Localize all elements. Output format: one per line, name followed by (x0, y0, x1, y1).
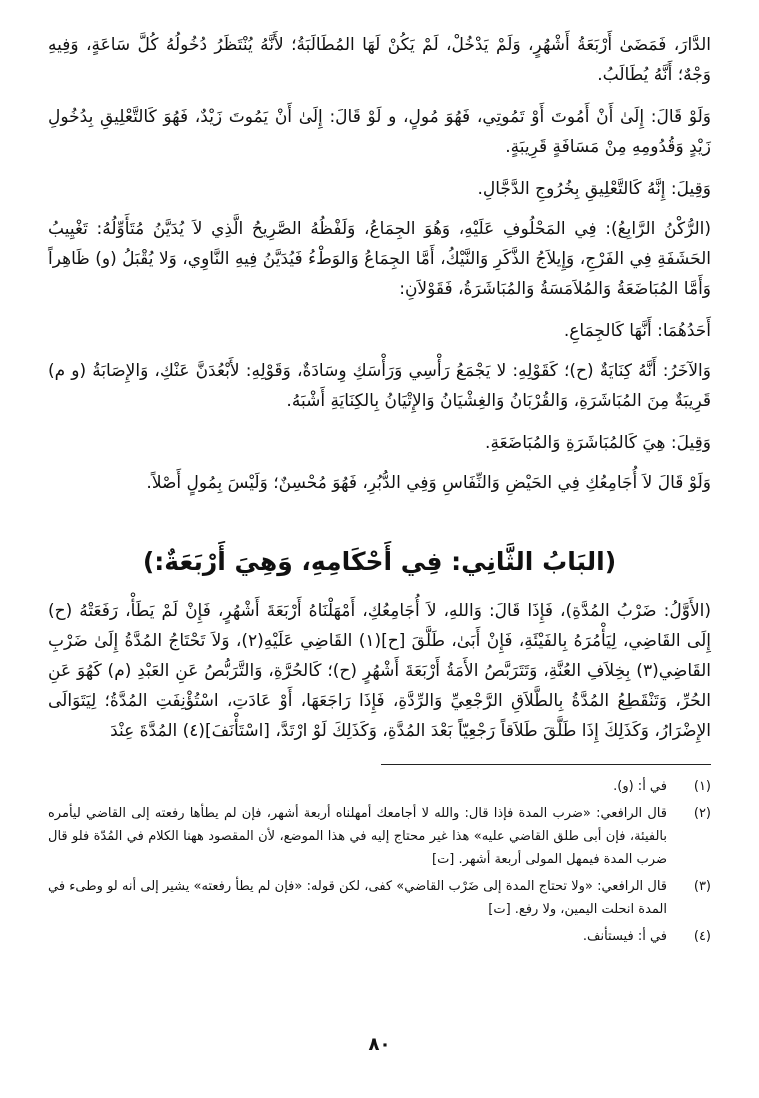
footnote-number: (٤) (693, 929, 711, 944)
footnotes-list (48, 775, 711, 948)
footnote-text: في أ: (و). (613, 779, 667, 794)
footnote-item (48, 775, 711, 798)
paragraph-fourth-pillar: (الرُّكْنُ الرَّابِعُ): فِي المَحْلُوفِ عَلَيْهِ، وَهُوَ الجِمَاعُ، وَلَفْظُهُ الصَّرِيحُ الَّذِي لاَ يُدَيَّنُ مُتَأَوِّلُهُ: تَغْيِيبُ الحَشَفَةِ فِي الفَرْجِ، وَإِيلاَجُ الذَّكَرِ وَالنَّيْكُ، أَمَّا الجِمَاعُ وَالوَطْءُ فَيُدَيَّنُ فِيهِ النَّاوِي، وَلا يُقْبَلُ (و) ظَاهِراً وَأَمَّا المُبَاضَعَةُ وَالمُلاَمَسَةُ وَالمُبَاشَرَةُ، فَقَوْلاَنِ: (48, 219, 711, 299)
paragraph-alternate-view: وَقِيلَ: هِيَ كَالمُبَاشَرَةِ وَالمُبَاضَعَةِ. (485, 433, 711, 453)
footnote-number: (٣) (693, 879, 711, 894)
paragraph-oath-entry: الدَّارَ، فَمَضَىٰ أَرْبَعَةُ أَشْهُرٍ، وَلَمْ يَدْخُلْ، لَمْ يَكُنْ لَهَا المُطَالَبَةُ؛ لأَنَّهُ يُنْتَظَرُ دُخُولُهُ كُلَّ سَاعَةٍ، وَفِيهِ وَجْهٌ؛ أَنَّهُ يُطَالَبُ. (48, 35, 711, 85)
paragraph-menstruation: وَلَوْ قَالَ لاَ أُجَامِعُكِ فِي الحَيْضِ وَالنِّفَاسِ وَفِي الدُّبُرِ، فَهُوَ مُحْسِنٌ؛ وَلَيْسَ بِمُولٍ أَصْلاً. (146, 473, 711, 493)
footnote-text: في أ: فيستأنف. (582, 929, 667, 944)
paragraph-death-condition: وَلَوْ قَالَ: إِلَىٰ أَنْ أَمُوتَ أَوْ تَمُوتِي، فَهُوَ مُولٍ، و لَوْ قَالَ: إِلَىٰ أَنْ يَمُوتَ زَيْدٌ، فَهُوَ كَالتَّعْلِيقِ بِدُخُولِ زَيْدٍ وَقُدُومِهِ مِنْ مَسَافَةٍ قَرِيبَةٍ. (48, 107, 711, 157)
paragraph-second-view: وَالآخَرُ: أَنَّهُ كِنَايَةٌ (ح)؛ كَقَوْلِهِ: لا يَجْمَعُ رَأْسِي وَرَأْسَكِ وِسَادَةٌ، وَقَوْلِهِ: لأَبْعُدَنَّ عَنْكِ، وَالإِصَابَةُ (و م) قَرِيبَةٌ مِنَ المُبَاشَرَةِ، وَالقُرْبَانُ وَالغِشْيَانُ وَالإِتْيَانُ بِالكِنَايَةِ أَشْبَهُ. (48, 361, 711, 411)
paragraph-first-view: أَحَدُهُمَا: أَنَّهَا كَالجِمَاعِ. (563, 321, 711, 341)
footnote-number: (١) (693, 779, 711, 794)
footnote-item (48, 875, 711, 921)
footnote-item (48, 802, 711, 871)
paragraph-setting-period: (الأَوَّلُ: ضَرْبُ المُدَّةِ)، فَإِذَا قَالَ: وَاللهِ، لاَ أُجَامِعُكِ، أَمْهَلْنَاهُ أَرْبَعَةَ أَشْهُرٍ، فَإِنْ لَمْ يَطَأْ، رَفَعَتْهُ (ح) إِلَى القَاضِي، لِيَأْمُرَهُ بِالفَيْئَةِ، فَإِنْ أَبَىٰ، طَلَّقَ [ح](١) القَاضِي عَلَيْهِ(٢)، وَلاَ تَحْتَاجُ المُدَّةُ إِلَىٰ ضَرْبِ القَاضِي(٣) بِخِلاَفِ العُنَّةِ، وَتَتَرَبَّصُ الأَمَةُ أَرْبَعَةَ أَشْهُرٍ (ح)؛ كَالحُرَّةِ، وَالتَّرَبُّصُ عَنِ العَبْدِ (م) كَهُوَ عَنِ الحُرِّ، وَتَنْقَطِعُ المُدَّةُ بِالطَّلاَقِ الرَّجْعِيِّ وَالرِّدَّةِ، فَإِذَا رَاجَعَهَا، أَوْ عَادَتِ، اسْتُؤْنِفَتِ المُدَّةُ؛ لِيَتَوَالَى الإِضْرَارُ، وَكَذَلِكَ إِذَا طَلَّقَ طَلاَقاً رَجْعِيّاً بَعْدَ المُدَّةِ، وَكَذَلِكَ لَوْ ارْتَدَّ، [اسْتَأْنَفَ](٤) المُدَّةَ عِنْدَ (48, 601, 712, 741)
paragraph-dajjal: وَقِيلَ: إِنَّهُ كَالتَّعْلِيقِ بِخُرُوجِ الدَّجَّالِ. (477, 179, 711, 199)
footnote-text: قال الرافعي: «ضرب المدة فإذا قال: والله لا أجامعك أمهلناه أربعة أشهر، فإن لم يطأها رفعته إلى القاضي ليأمره بالفيئة، فإن أبى طلق القاضي عليه» هذا غير محتاج إليه في هذا الموضع، لأن المقصود ههنا الكلام في المُدّة فلو قال ضرب المدة فيمهل المولى أربعة أشهر. [ت] (48, 806, 667, 867)
footnote-text: قال الرافعي: «ولا تحتاج المدة إلى ضَرْب القاضي» كفى، لكن قوله: «فإن لم يطأ رفعته» يشير إلى أنه لو وطىء في المدة انحلت اليمين، ولا رفع. [ت] (48, 879, 667, 917)
page-number: ٨٠ (368, 1034, 391, 1055)
chapter-title: (البَابُ الثَّانِي: فِي أَحْكَامِهِ، وَهِيَ أَرْبَعَةٌ:) (142, 547, 617, 576)
footnote-number: (٢) (693, 806, 711, 821)
footnote-divider (381, 764, 711, 765)
footnote-item (48, 925, 711, 948)
